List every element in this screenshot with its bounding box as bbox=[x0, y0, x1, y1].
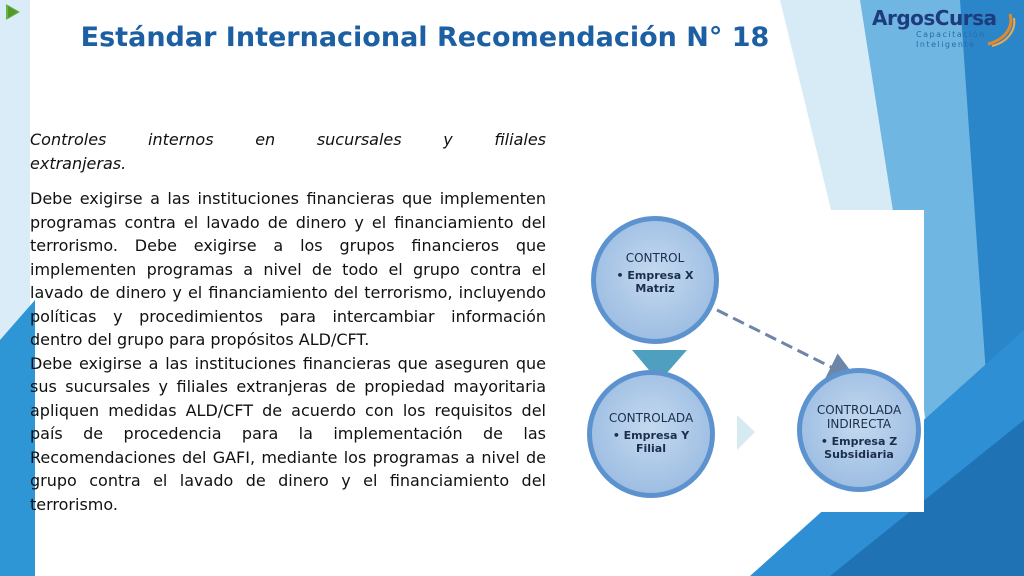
circle-controlada bbox=[587, 370, 715, 498]
indirecta-title-2: INDIRECTA bbox=[826, 417, 892, 431]
controlada-title: CONTROLADA bbox=[608, 411, 694, 425]
paragraph-1: Debe exigirse a las instituciones financieras que implementen programas contra el lavado de dinero y el financiamiento del terrorismo. Debe exigirse a los grupos financieros que implementen programas a nivel de todo el grupo contra el lavado de dinero y el financiamiento del terrorismo, incluyendo políticas y procedimientos para intercambiar información dentro del grupo para propósitos ALD/CFT. bbox=[30, 189, 546, 349]
control-diagram bbox=[577, 210, 924, 512]
subheading-line-2: extranjeras. bbox=[30, 153, 127, 173]
control-title: CONTROL bbox=[625, 251, 685, 265]
argoscursa-logo bbox=[872, 6, 1022, 56]
logo-tagline-2: Inteligente bbox=[916, 40, 976, 49]
controlada-item-1: • Empresa Y bbox=[612, 429, 690, 442]
indirecta-title-1: CONTROLADA bbox=[816, 403, 902, 417]
indirecta-item-2: Subsidiaria bbox=[824, 448, 894, 461]
control-item-2: Matriz bbox=[635, 282, 675, 295]
right-chevron-arrow-icon bbox=[737, 415, 755, 450]
control-item-1: • Empresa X bbox=[616, 269, 694, 282]
paragraph-2: Debe exigirse a las instituciones financieras que aseguren que sus sucursales y filiales extranjeras de propiedad mayoritaria apliquen medidas ALD/CFT de acuerdo con los requisitos del país de procedencia para la implementación de las Recomendaciones del GAFI, mediante los programas a nivel de grupo contra el lavado de dinero y el financiamiento del terrorismo. bbox=[30, 353, 546, 514]
slide-body bbox=[30, 128, 546, 516]
controlada-item-2: Filial bbox=[635, 442, 667, 455]
logo-tagline-1: Capacitación bbox=[916, 30, 986, 39]
indirecta-item-1: • Empresa Z bbox=[820, 435, 898, 448]
slide-title: Estándar Internacional Recomendación N° 18 bbox=[80, 22, 770, 53]
dashed-arrow-icon bbox=[717, 310, 847, 375]
subheading-line-1: Controles internos en sucursales y filiales bbox=[30, 130, 546, 149]
circle-controlada-indirecta bbox=[797, 368, 921, 492]
logo-swirl-icon bbox=[984, 10, 1018, 50]
circle-control bbox=[591, 216, 719, 344]
logo-name: ArgosCursa bbox=[872, 6, 997, 30]
